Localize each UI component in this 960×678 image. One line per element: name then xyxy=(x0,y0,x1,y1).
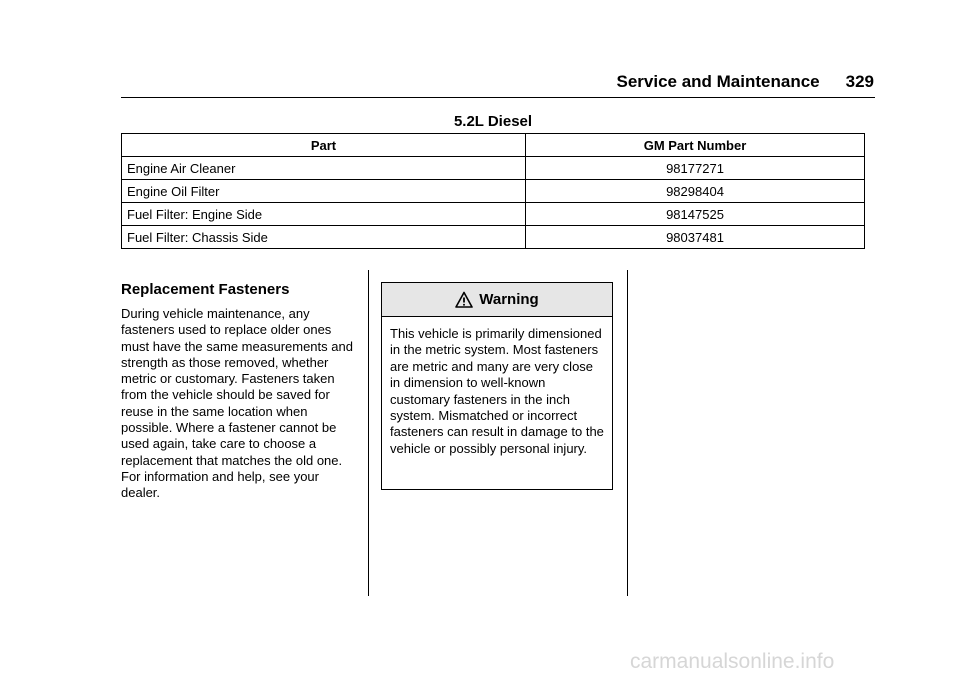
fasteners-heading: Replacement Fasteners xyxy=(121,281,290,298)
part-name-cell: Engine Air Cleaner xyxy=(122,157,526,180)
part-name-cell: Fuel Filter: Engine Side xyxy=(122,203,526,226)
part-number-cell: 98147525 xyxy=(526,203,865,226)
warning-triangle-icon xyxy=(455,291,473,309)
watermark-text: carmanualsonline.info xyxy=(630,650,835,673)
table-row xyxy=(122,203,865,226)
part-number-cell: 98177271 xyxy=(526,157,865,180)
table-row xyxy=(122,157,865,180)
part-name-cell: Engine Oil Filter xyxy=(122,180,526,203)
fasteners-body: During vehicle maintenance, any fasteners used to replace older ones must have the same measurements and strength as those removed, whether metric or customary. Fasteners taken from the vehicle should be saved for reuse in the same location when possible. Where a fastener cannot be used again, take care to choose a replacement that matches the old one. For information and help, see your dealer. xyxy=(121,306,353,501)
warning-header xyxy=(382,283,612,317)
table-header-row xyxy=(122,134,865,157)
table-title: 5.2L Diesel xyxy=(453,113,533,130)
table-row xyxy=(122,180,865,203)
section-title: Service and Maintenance xyxy=(616,72,820,91)
table-row xyxy=(122,226,865,249)
part-name-cell: Fuel Filter: Chassis Side xyxy=(122,226,526,249)
parts-table xyxy=(121,133,865,249)
page-number: 329 xyxy=(845,72,874,91)
warning-body: This vehicle is primarily dimensioned in the metric system. Most fasteners are metric and many are very close in dimension to well-known customary fasteners in the inch system. Mismatched or incorrect fasteners can result in damage to the vehicle or possibly personal injury. xyxy=(390,326,604,456)
column-divider-right xyxy=(627,270,628,596)
part-number-cell: 98298404 xyxy=(526,180,865,203)
part-number-cell: 98037481 xyxy=(526,226,865,249)
page-header xyxy=(0,72,874,92)
warning-box xyxy=(381,282,613,490)
column-header-part-number: GM Part Number xyxy=(526,134,865,157)
column-divider-left xyxy=(368,270,369,596)
warning-title: Warning xyxy=(479,291,539,308)
column-header-part: Part xyxy=(122,134,526,157)
header-divider xyxy=(121,97,875,98)
